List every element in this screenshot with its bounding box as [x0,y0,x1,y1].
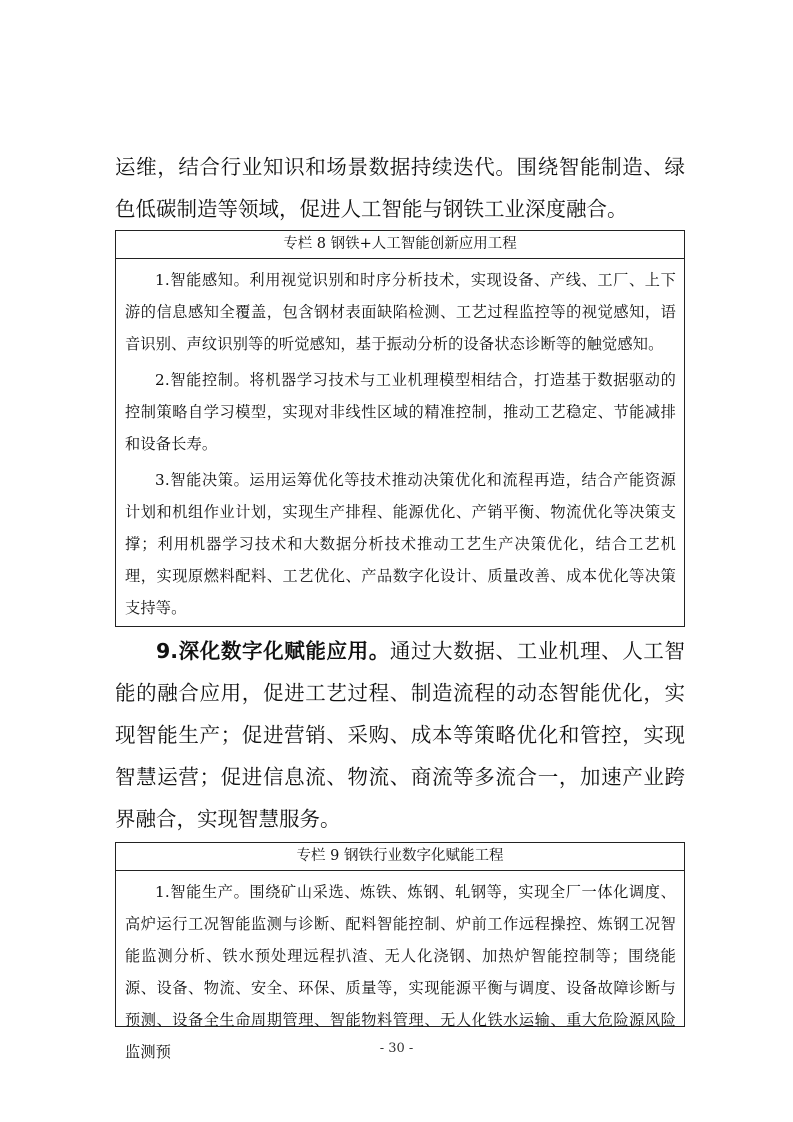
box9-item-1: 1.智能生产。围绕矿山采选、炼铁、炼钢、轧钢等，实现全厂一体化调度、高炉运行工况智能监测与诊断、配料智能控制、炉前工作远程操控、炼钢工况智能监测分析、铁水预处理远程扒渣、无人化浇钢、加热炉智能控制等；围绕能源、设备、物流、安全、环保、质量等，实现能源平衡与调度、设备故障诊断与预测、设备全生命周期管理、智能物料管理、无人化铁水运输、重大危险源风险监测预 [125,883,676,1061]
page-number: - 30 - [379,1041,414,1056]
column-box-9-title: 专栏 9 钢铁行业数字化赋能工程 [116,843,684,871]
box8-item-3: 3.智能决策。运用运筹优化等技术推动决策优化和流程再造，结合产能资源计划和机组作业计划，实现生产排程、能源优化、产销平衡、物流优化等决策支撑；利用机器学习技术和大数据分析技术推动工艺生产决策优化，结合工艺机理，实现原燃料配料、工艺优化、产品数字化设计、质量改善、成本优化等决策支持等。 [125,471,676,617]
intro-paragraph: 运维，结合行业知识和场景数据持续迭代。围绕智能制造、绿色低碳制造等领域，促进人工智能与钢铁工业深度融合。 [115,155,685,221]
column-box-8-body [116,259,684,626]
box8-item-2: 2.智能控制。将机器学习技术与工业机理模型相结合，打造基于数据驱动的控制策略自学习模型，实现对非线性区域的精准控制，推动工艺稳定、节能减排和设备长寿。 [125,371,676,453]
box8-item-1: 1.智能感知。利用视觉识别和时序分析技术，实现设备、产线、工厂、上下游的信息感知全覆盖，包含钢材表面缺陷检测、工艺过程监控等的视觉感知，语音识别、声纹识别等的听觉感知，基于振动分析的设备状态诊断等的触觉感知。 [125,271,676,353]
section-9-heading: 9.深化数字化赋能应用。 [156,639,390,663]
column-box-8 [115,230,685,627]
section-9-body: 通过大数据、工业机理、人工智能的融合应用，促进工艺过程、制造流程的动态智能优化，实现智能生产；促进营销、采购、成本等策略优化和管控，实现智慧运营；促进信息流、物流、商流等多流合一，加速产业跨界融合，实现智慧服务。 [115,639,685,831]
column-box-8-title: 专栏 8 钢铁+人工智能创新应用工程 [116,231,684,259]
section-9-paragraph [115,630,685,840]
